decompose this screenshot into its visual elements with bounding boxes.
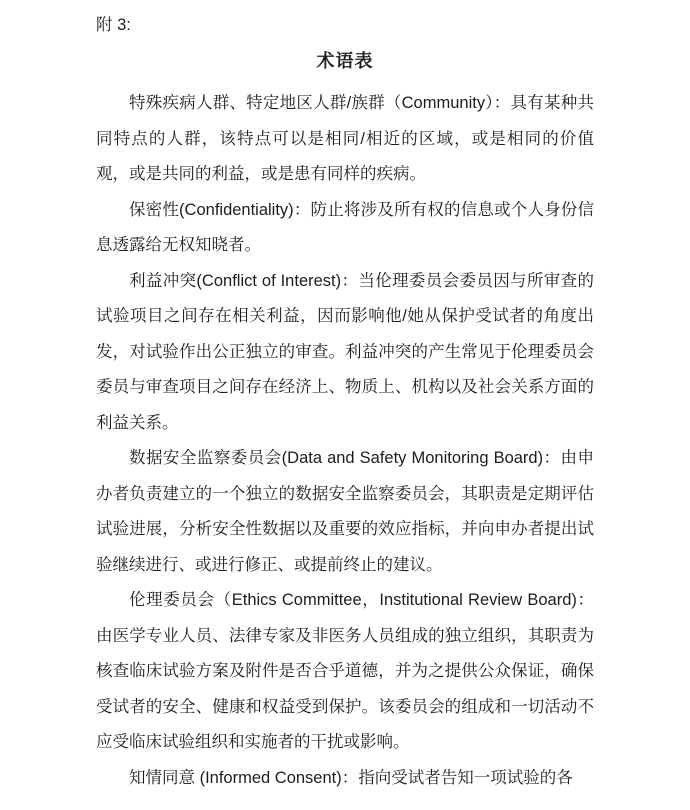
glossary-paragraph-community: 特殊疾病人群、特定地区人群/族群（Community）：具有某种共同特点的人群，该特点可以是相同/相近的区域，或是相同的价值观，或是共同的利益，或是患有同样的疾病。 — [96, 94, 594, 183]
glossary-paragraph-informed-consent: 知情同意 (Informed Consent)：指向受试者告知一项试验的各 — [129, 768, 573, 787]
glossary-paragraph-conflict-of-interest: 利益冲突(Conflict of Interest)：当伦理委员会委员因与所审查的试验项目之间存在相关利益，因而影响他/她从保护受试者的角度出发，对试验作出公正独立的审查。利益冲突的产生常见于伦理委员会委员与审查项目之间存在经济上、物质上、机构以及社会关系方面的利益关系。 — [96, 271, 594, 432]
glossary-paragraph-data-safety-monitoring-board: 数据安全监察委员会(Data and Safety Monitoring Board)：由申办者负责建立的一个独立的数据安全监察委员会，其职责是定期评估试验进展，分析安全性数据以及重要的效应指标，并向申办者提出试验继续进行、或进行修正、或提前终止的建议。 — [96, 449, 594, 574]
glossary-title: 术语表 — [316, 51, 374, 71]
glossary-paragraph-confidentiality: 保密性(Confidentiality)：防止将涉及所有权的信息或个人身份信息透露给无权知晓者。 — [96, 200, 594, 254]
glossary-paragraph-ethics-committee: 伦理委员会（Ethics Committee，Institutional Review Board)：由医学专业人员、法律专家及非医务人员组成的独立组织，其职责为核查临床试验方案及附件是否合乎道德，并为之提供公众保证，确保受试者的安全、健康和权益受到保护。该委员会的组成和一切活动不应受临床试验组织和实施者的干扰或影响。 — [96, 591, 594, 751]
appendix-label: 附 3: — [96, 16, 131, 34]
